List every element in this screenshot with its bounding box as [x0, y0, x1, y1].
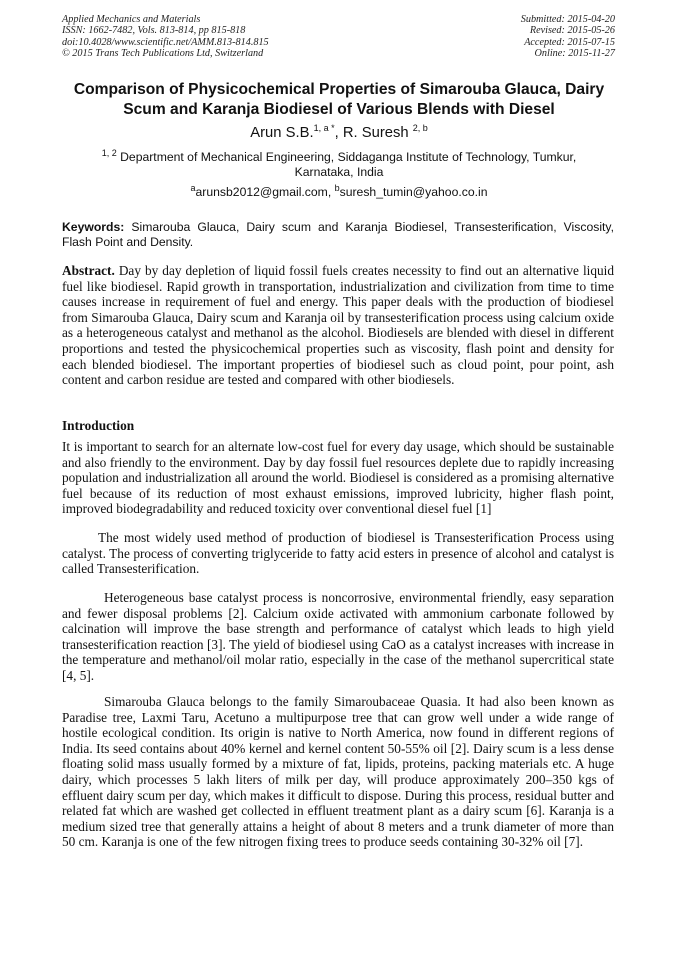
keywords	[62, 220, 614, 250]
abstract-label: Abstract.	[62, 263, 115, 278]
title-line-1: Comparison of Physicochemical Properties of Simarouba Glauca, Dairy	[73, 81, 605, 98]
email-b-marker: b	[334, 182, 340, 193]
doi-line[interactable]: doi:10.4028/www.scientific.net/AMM.813-814.815	[62, 36, 269, 48]
journal-info	[62, 14, 269, 60]
email-a-marker: a	[190, 182, 196, 193]
author-2-affil: 2, b	[412, 123, 428, 134]
accepted-date: Accepted: 2015-07-15	[524, 36, 615, 48]
section-heading-introduction: Introduction	[62, 418, 135, 433]
email-b[interactable]: suresh_tumin@yahoo.co.in	[339, 185, 488, 199]
title-line-2: Scum and Karanja Biodiesel of Various Blends with Diesel	[123, 101, 555, 118]
abstract	[62, 263, 614, 388]
keywords-label: Keywords:	[62, 220, 125, 234]
author-2: R. Suresh	[342, 125, 409, 141]
revised-date: Revised: 2015-05-26	[529, 25, 615, 37]
intro-paragraph-3: Heterogeneous base catalyst process is noncorrosive, environmental friendly, easy separation and fewer disposal problems [2]. Calcium oxide activated with ammonium carbonate followed by calcination will improve the base strength and performance of catalyst which leads to high yield transesterification reaction [3]. The yield of biodiesel using CaO as a catalyst increases with increase in the temperature and methanol/oil molar ratio, especially in the case of the methanol supercritical state [4, 5].	[62, 590, 614, 683]
author-list	[40, 124, 638, 142]
paper-title	[40, 80, 638, 120]
author-1-affil: 1, a *	[313, 123, 335, 134]
intro-paragraph-1: It is important to search for an alternate low-cost fuel for every day usage, which should be sustainable and also friendly to the environment. Day by day fossil fuel resources deplete due to rapidly increasing population and industrialization all around the world. Biodiesel is considered as a promising alternative fuel because of its reduction of most exhaust emissions, improved lubricity, higher flash point, improved biodegradability and reduced toxicity over conventional diesel fuel [1]	[62, 439, 614, 517]
submitted-date: Submitted: 2015-04-20	[520, 14, 615, 25]
affil-line-1: Department of Mechanical Engineering, Siddaganga Institute of Technology, Tumkur,	[120, 150, 577, 164]
online-date: Online: 2015-11-27	[534, 48, 615, 60]
issn-line: ISSN: 1662-7482, Vols. 813-814, pp 815-818	[62, 25, 246, 37]
intro-paragraph-2: The most widely used method of production of biodiesel is Transesterification Process using catalyst. The process of converting triglyceride to fatty acid esters in presence of alcohol and catalyst is called Transesterification.	[62, 530, 614, 577]
intro-paragraph-4: Simarouba Glauca belongs to the family Simaroubaceae Quasia. It had also been known as Paradise tree, Laxmi Taru, Acetuno a multipurpose tree that can grow well under a wide range of hostile ecological condition. Its origin is native to North America, now found in different regions of India. Its seed contains about 40% kernel and kernel content 50-55% oil [2]. Dairy scum is a less dense floating solid mass usually formed by a mixture of fat, lipids, proteins, packing materials etc. A huge dairy, which processes 5 lakh liters of milk per day, will produce approximately 200–350 kgs of effluent dairy scum per day, which makes it difficult to dispose. During this process, residual butter and related fat which are washed get collected in effluent treatment plant as a dairy scum [6]. Karanja is a medium sized tree that generally attains a height of about 8 meters and a trunk diameter of more than 50 cm. Karanja is one of the few nitrogen fixing trees to produce seeds containing 30-32% oil [7].	[62, 694, 614, 850]
email-a[interactable]: arunsb2012@gmail.com,	[195, 185, 332, 199]
author-separator: ,	[334, 125, 343, 141]
affil-line-2: Karnataka, India	[294, 165, 384, 179]
journal-name: Applied Mechanics and Materials	[62, 14, 201, 25]
affil-marker: 1, 2	[101, 147, 117, 158]
keywords-text: Simarouba Glauca, Dairy scum and Karanja Biodiesel, Transesterification, Viscosity, Flash Point and Density.	[62, 220, 614, 250]
author-1: Arun S.B.	[250, 125, 314, 141]
author-emails	[40, 182, 638, 200]
copyright-line: © 2015 Trans Tech Publications Ltd, Switzerland	[62, 48, 264, 60]
abstract-text: Day by day depletion of liquid fossil fuels creates necessity to find out an alternative liquid fuel like biodiesel. Rapid growth in transportation, industrialization and civilization from time to time causes increase in requirement of fuel and energy. This paper deals with the production of biodiesel from Simarouba Glauca, Dairy scum and Karanja oil by transesterification process using calcium oxide as a heterogeneous catalyst and methanol as the alcohol. Biodiesels are blended with diesel in different proportions and tested the physicochemical properties such as viscosity, flash point and density for each blended biodiesel. The important properties of biodiesel such as cloud point, pour point, ash content and carbon residue are tested and compared with other biodiesels.	[62, 263, 614, 388]
submission-dates	[521, 14, 615, 60]
affiliation	[70, 147, 608, 180]
